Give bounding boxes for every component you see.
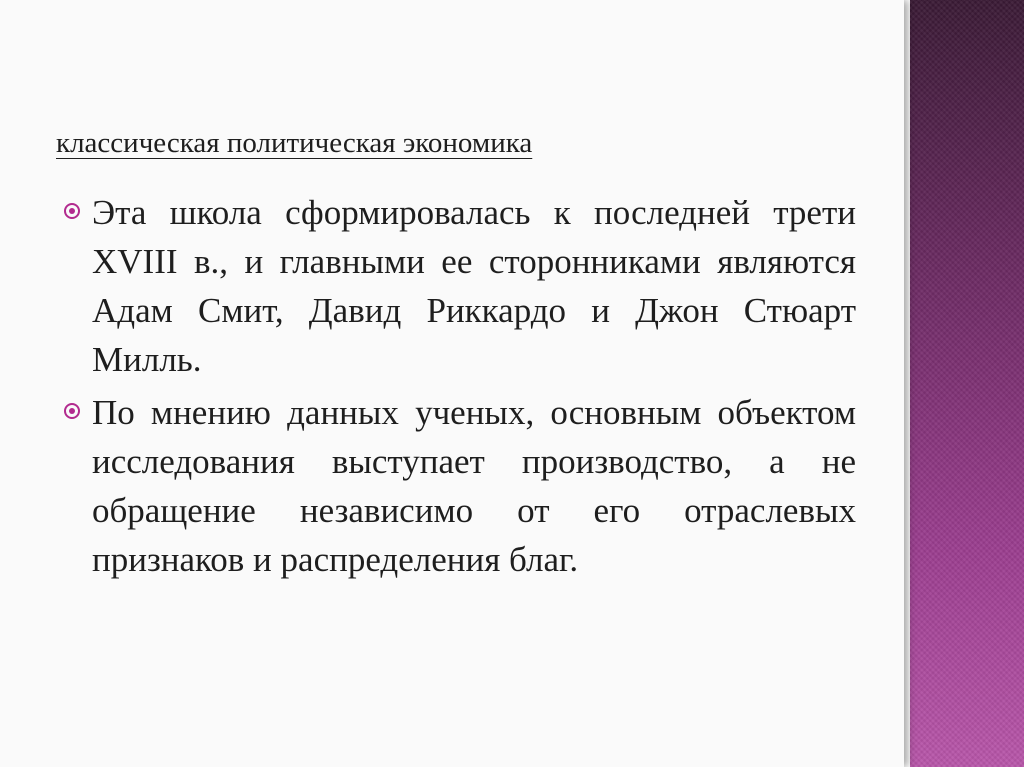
circled-dot-bullet-icon — [64, 403, 80, 419]
decorative-side-band — [910, 0, 1024, 767]
bullet-text: Эта школа сформировалась к последней трети XVIII в., и главными ее сторонниками являются Адам Смит, Давид Риккардо и Джон Стюарт Милль. — [92, 193, 856, 379]
circled-dot-bullet-icon — [64, 203, 80, 219]
bullet-list — [64, 188, 856, 588]
bullet-item — [64, 188, 856, 384]
slide-title: классическая политическая экономика — [56, 127, 533, 159]
bullet-item — [64, 388, 856, 584]
bullet-text: По мнению данных ученых, основным объектом исследования выступает производство, а не обращение независимо от его отраслевых признаков и распределения благ. — [92, 393, 856, 579]
